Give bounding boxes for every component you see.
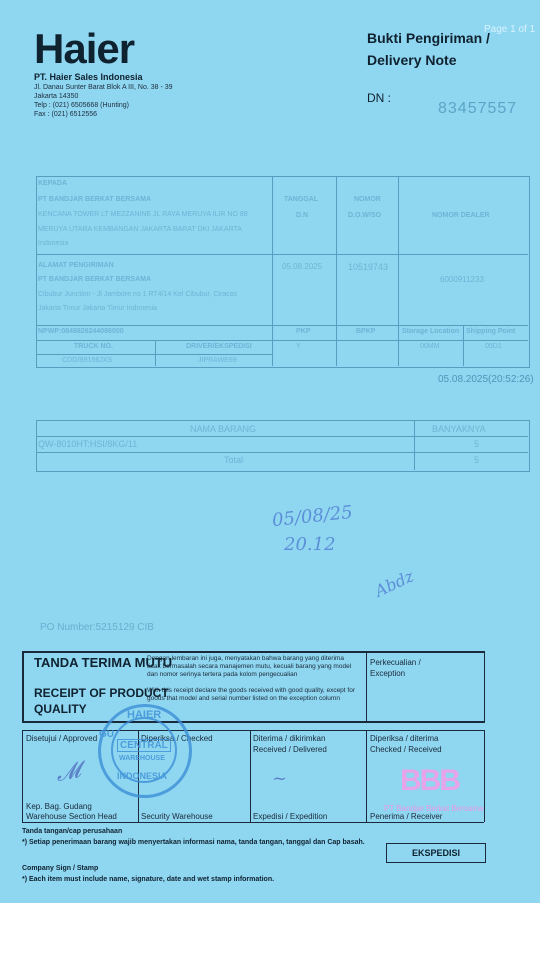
dealer-value: 6000911233: [440, 275, 484, 284]
stamp-text-warehouse: WAREHOUSE: [119, 755, 165, 762]
dealer-label: NOMOR DEALER: [432, 212, 490, 219]
stamp-text-top: HAIER: [127, 709, 162, 721]
haier-logo: Haier: [34, 25, 135, 72]
bpkp-label: BPKP: [356, 328, 376, 335]
receipt-title-1: RECEIPT OF PRODUCT: [34, 686, 169, 700]
sig-approved-role-2: Warehouse Section Head: [26, 812, 117, 821]
alamat-address-1: Cibubur Junction - Jl Jambore no 1 RT4/14 Kel Cibubur, Ciracas: [38, 291, 238, 298]
col-banyaknya: BANYAKNYA: [432, 424, 486, 434]
note-2: *) Each item must include name, signature, date and wet stamp information.: [22, 876, 275, 883]
doc-title-en: Delivery Note: [367, 52, 457, 68]
item-qty: 5: [474, 439, 480, 449]
handwritten-date: 05/08/25: [271, 501, 354, 532]
receipt-title-2: QUALITY: [34, 702, 87, 716]
handwritten-signature: Abdz: [371, 566, 417, 601]
kepada-address-3: Indonesia: [38, 240, 69, 247]
npwp: NPWP:0848826244086000: [38, 328, 124, 335]
driver-value: JIPRAWE69: [198, 357, 237, 364]
note-1: *) Setiap penerimaan barang wajib menyertakan informasi nama, tanda tangan, tanggal dan Cap basah.: [22, 839, 365, 846]
ekspedisi-label: EKSPEDISI: [386, 843, 486, 863]
sig-approved-label: Disetujui / Approved: [26, 734, 98, 743]
pkp-label: PKP: [296, 328, 311, 335]
exception-label-2: Exception: [370, 669, 406, 678]
kepada-address-1: KENCANA TOWER LT MEZZANINE JL RAYA MERUYA ILIR NO 88: [38, 211, 248, 218]
sig-delivered-label-1: Diterima / dikirimkan: [253, 734, 326, 743]
fax-line: Fax : (021) 6512556: [34, 111, 98, 118]
receipt-text-id: Dengan lembaran ini juga, menyatakan bahwa barang yang diterima tidak bermasalah secara manajemen mutu, kecuali barang yang model dan nomor serinya tertera pada kolom pengecualian: [147, 655, 352, 678]
stamp-text-left: GU: [99, 729, 114, 740]
pkp-value: Y: [296, 343, 301, 350]
total-label: Total: [224, 455, 244, 465]
sig-checked-role: Security Warehouse: [141, 812, 213, 821]
address-line-2: Jakarta 14350: [34, 93, 79, 100]
kepada-address-2: MERUYA UTARA KEMBANGAN JAKARTA BARAT DKI JAKARTA: [38, 226, 242, 233]
tanda-terima-title: TANDA TERIMA MUTU: [34, 655, 173, 670]
tanggal-label: TANGGAL: [284, 196, 319, 203]
truck-label: TRUCK NO.: [74, 343, 113, 350]
col-nama-barang: NAMA BARANG: [190, 424, 257, 434]
item-name: QW-8010HT:HSI/8KG/11: [38, 439, 138, 449]
stamp-text-center: CENTRAL: [117, 739, 171, 752]
receiver-stamp-name: PT Bandjar Berkat Bersama: [384, 804, 484, 813]
stamp-text-bottom: INDONESIA: [117, 771, 168, 781]
kepada-name: PT BANDJAR BERKAT BERSAMA: [38, 196, 152, 203]
receipt-text-en: With this receipt declare the goods received with good quality, except for goods that model and serial number listed on the exception column: [147, 687, 355, 702]
doc-title-id: Bukti Pengiriman /: [367, 30, 490, 46]
driver-label: DRIVER/EKSPEDISI: [186, 343, 252, 350]
sig-delivered-label-2: Received / Delivered: [253, 745, 327, 754]
nomor-label: NOMOR: [354, 196, 381, 203]
warehouse-stamp: [98, 704, 192, 798]
shipping-label: Shipping Point: [466, 328, 516, 335]
total-qty: 5: [474, 455, 480, 465]
exception-label-1: Perkecualian /: [370, 658, 421, 667]
kepada-label: KEPADA: [38, 180, 68, 187]
approver-signature-mark: 𝓜: [54, 758, 83, 787]
address-line-1: Jl. Danau Sunter Barat Blok A III, No. 38 - 39: [34, 84, 173, 91]
storage-label: Storage Location: [402, 328, 460, 335]
sig-received-label-1: Diperiksa / diterima: [370, 734, 439, 743]
print-timestamp: 05.08.2025(20:52:26): [438, 374, 534, 385]
dn-label: DN :: [367, 91, 391, 105]
storage-value: 00MM: [420, 343, 440, 350]
page-indicator: Page 1 of 1: [484, 24, 536, 35]
sig-received-role: Penerima / Receiver: [370, 812, 443, 821]
alamat-address-2: Jakarta Timur Jakarta Timur Indonesia: [38, 305, 158, 312]
expedition-signature-mark: ~: [272, 768, 288, 789]
telp-line: Telp : (021) 6505668 (Hunting): [34, 102, 129, 109]
alamat-name: PT BANDJAR BERKAT BERSAMA: [38, 276, 152, 283]
nomor-value: 10519743: [348, 262, 389, 272]
tanggal-sub: D.N: [296, 212, 309, 219]
tanggal-value: 05.08.2025: [282, 262, 323, 271]
receiver-stamp-logo: BBB: [400, 764, 459, 797]
company-name: PT. Haier Sales Indonesia: [34, 72, 143, 82]
sig-checked-label: Diperiksa / Checked: [141, 734, 213, 743]
nomor-sub: D.O.W/SO: [348, 212, 382, 219]
sig-delivered-role: Expedisi / Expedition: [253, 812, 328, 821]
note-2-title: Company Sign / Stamp: [22, 865, 99, 872]
sig-approved-role-1: Kep. Bag. Gudang: [26, 802, 92, 811]
sig-received-label-2: Checked / Received: [370, 745, 442, 754]
po-number: PO Number:5215129 CIB: [40, 622, 154, 633]
alamat-label: ALAMAT PENGIRIMAN: [38, 262, 114, 269]
truck-value: CDD/B9156JXS: [62, 357, 113, 364]
note-1-title: Tanda tangan/cap perusahaan: [22, 828, 123, 835]
dn-number: 83457557: [438, 100, 518, 117]
shipping-value: 05D1: [485, 343, 502, 350]
handwritten-time: 20.12: [284, 534, 336, 555]
